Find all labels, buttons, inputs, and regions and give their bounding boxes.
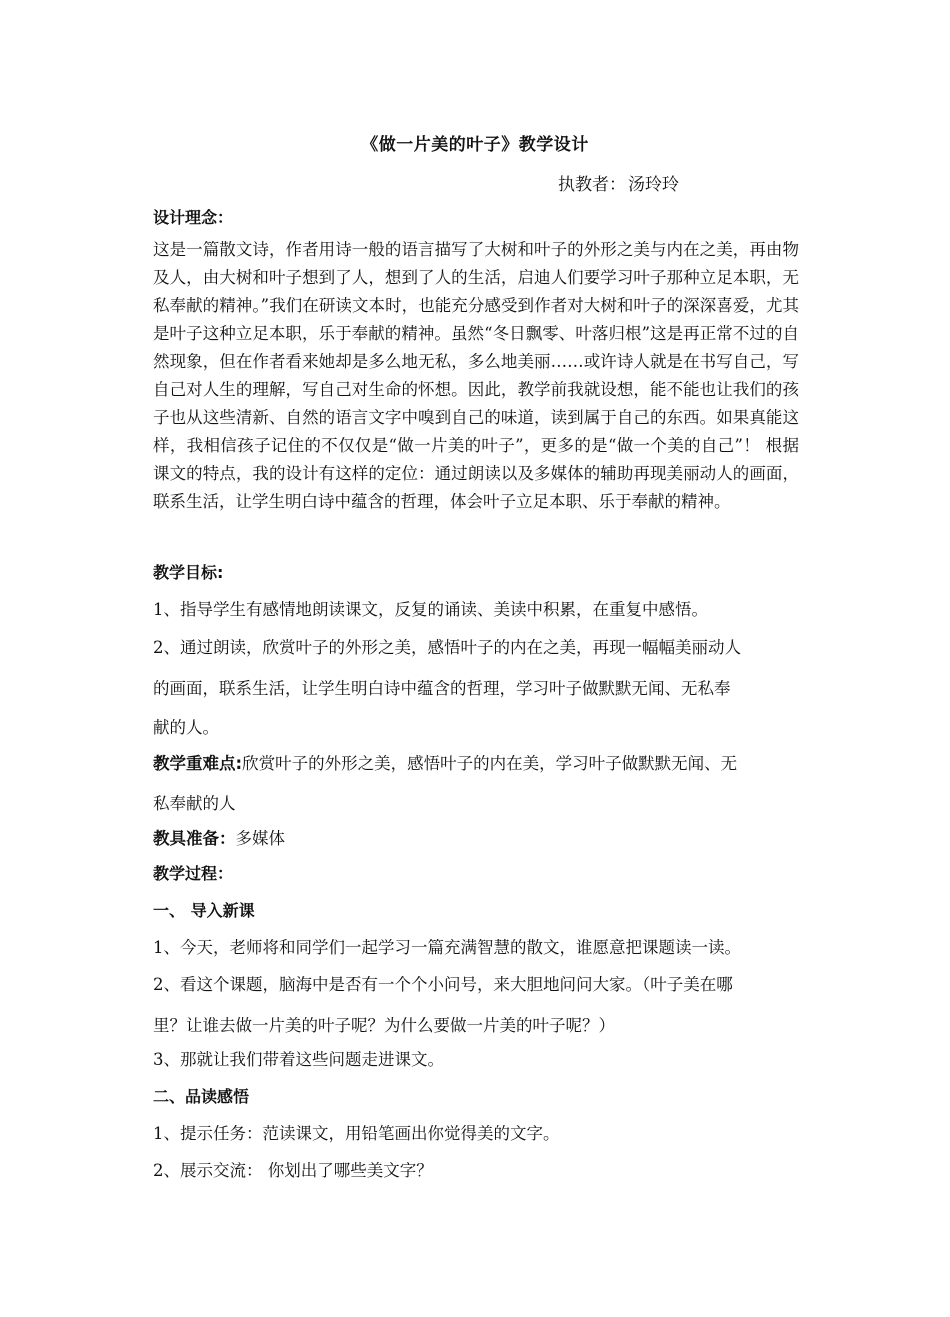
part2-heading: 二、品读感悟	[153, 1087, 250, 1106]
tools-label: 教具准备：	[153, 829, 236, 848]
part1-item-2-line-1: 2、看这个课题，脑海中是否有一个个小问号，来大胆地问问大家。（叶子美在哪	[153, 975, 733, 994]
part1-item-2-line-2: 里？让谁去做一片美的叶子呢？为什么要做一片美的叶子呢？）	[153, 1016, 615, 1035]
goal-item-2-line-1: 2、通过朗读，欣赏叶子的外形之美，感悟叶子的内在之美，再现一幅幅美丽动人	[153, 638, 741, 657]
part2-item-1: 1、提示任务：范读课文，用铅笔画出你觉得美的文字。	[153, 1124, 560, 1143]
key-points-text: 欣赏叶子的外形之美，感悟叶子的内在美，学习叶子做默默无闻、无	[242, 754, 738, 773]
goals-heading: 教学目标:	[153, 563, 224, 582]
goal-item-1: 1、指导学生有感情地朗读课文，反复的诵读、美读中积累，在重复中感悟。	[153, 600, 708, 619]
part1-item-3: 3、那就让我们带着这些问题走进课文。	[153, 1050, 444, 1069]
part1-item-1: 1、今天，老师将和同学们一起学习一篇充满智慧的散文，谁愿意把课题读一读。	[153, 938, 741, 957]
key-points-line-1	[153, 750, 803, 774]
key-points-line-2: 私奉献的人	[153, 794, 236, 813]
tools-line	[153, 825, 803, 849]
part2-item-2: 2、展示交流： 你划出了哪些美文字？	[153, 1161, 433, 1180]
author-label: 执教者：	[558, 175, 626, 195]
author-line	[558, 170, 679, 195]
tools-value: 多媒体	[235, 829, 285, 848]
key-points-label: 教学重难点:	[153, 754, 243, 773]
design-concept-heading: 设计理念：	[153, 208, 234, 227]
goal-item-2-line-3: 献的人。	[153, 718, 219, 737]
document-title: 《做一片美的叶子》教学设计	[361, 135, 589, 155]
goal-item-2-line-2: 的画面，联系生活，让学生明白诗中蕴含的哲理，学习叶子做默默无闻、无私奉	[153, 679, 731, 698]
author-name: 汤玲玲	[628, 175, 679, 195]
part1-heading: 一、 导入新课	[153, 901, 255, 920]
process-heading: 教学过程：	[153, 864, 234, 883]
design-concept-paragraph: 这是一篇散文诗，作者用诗一般的语言描写了大树和叶子的外形之美与内在之美，再由物及人，由大树和叶子想到了人，想到了人的生活，启迪人们要学习叶子那种立足本职，无私奉献的精神。”我们在研读文本时，也能充分感受到作者对大树和叶子的深深喜爱，尤其是叶子这种立足本职，乐于奉献的精神。虽然“冬日飘零、叶落归根”这是再正常不过的自然现象，但在作者看来她却是多么地无私，多么地美丽……或许诗人就是在书写自己，写自己对人生的理解，写自己对生命的怀想。因此，教学前我就设想，能不能也让我们的孩子也从这些清新、自然的语言文字中嗅到自己的味道，读到属于自己的东西。如果真能这样，我相信孩子记住的不仅仅是“做一片美的叶子”，更多的是“做一个美的自己”！ 根据课文的特点，我的设计有这样的定位：通过朗读以及多媒体的辅助再现美丽动人的画面，联系生活，让学生明白诗中蕴含的哲理，体会叶子立足本职、乐于奉献的精神。	[153, 240, 799, 511]
